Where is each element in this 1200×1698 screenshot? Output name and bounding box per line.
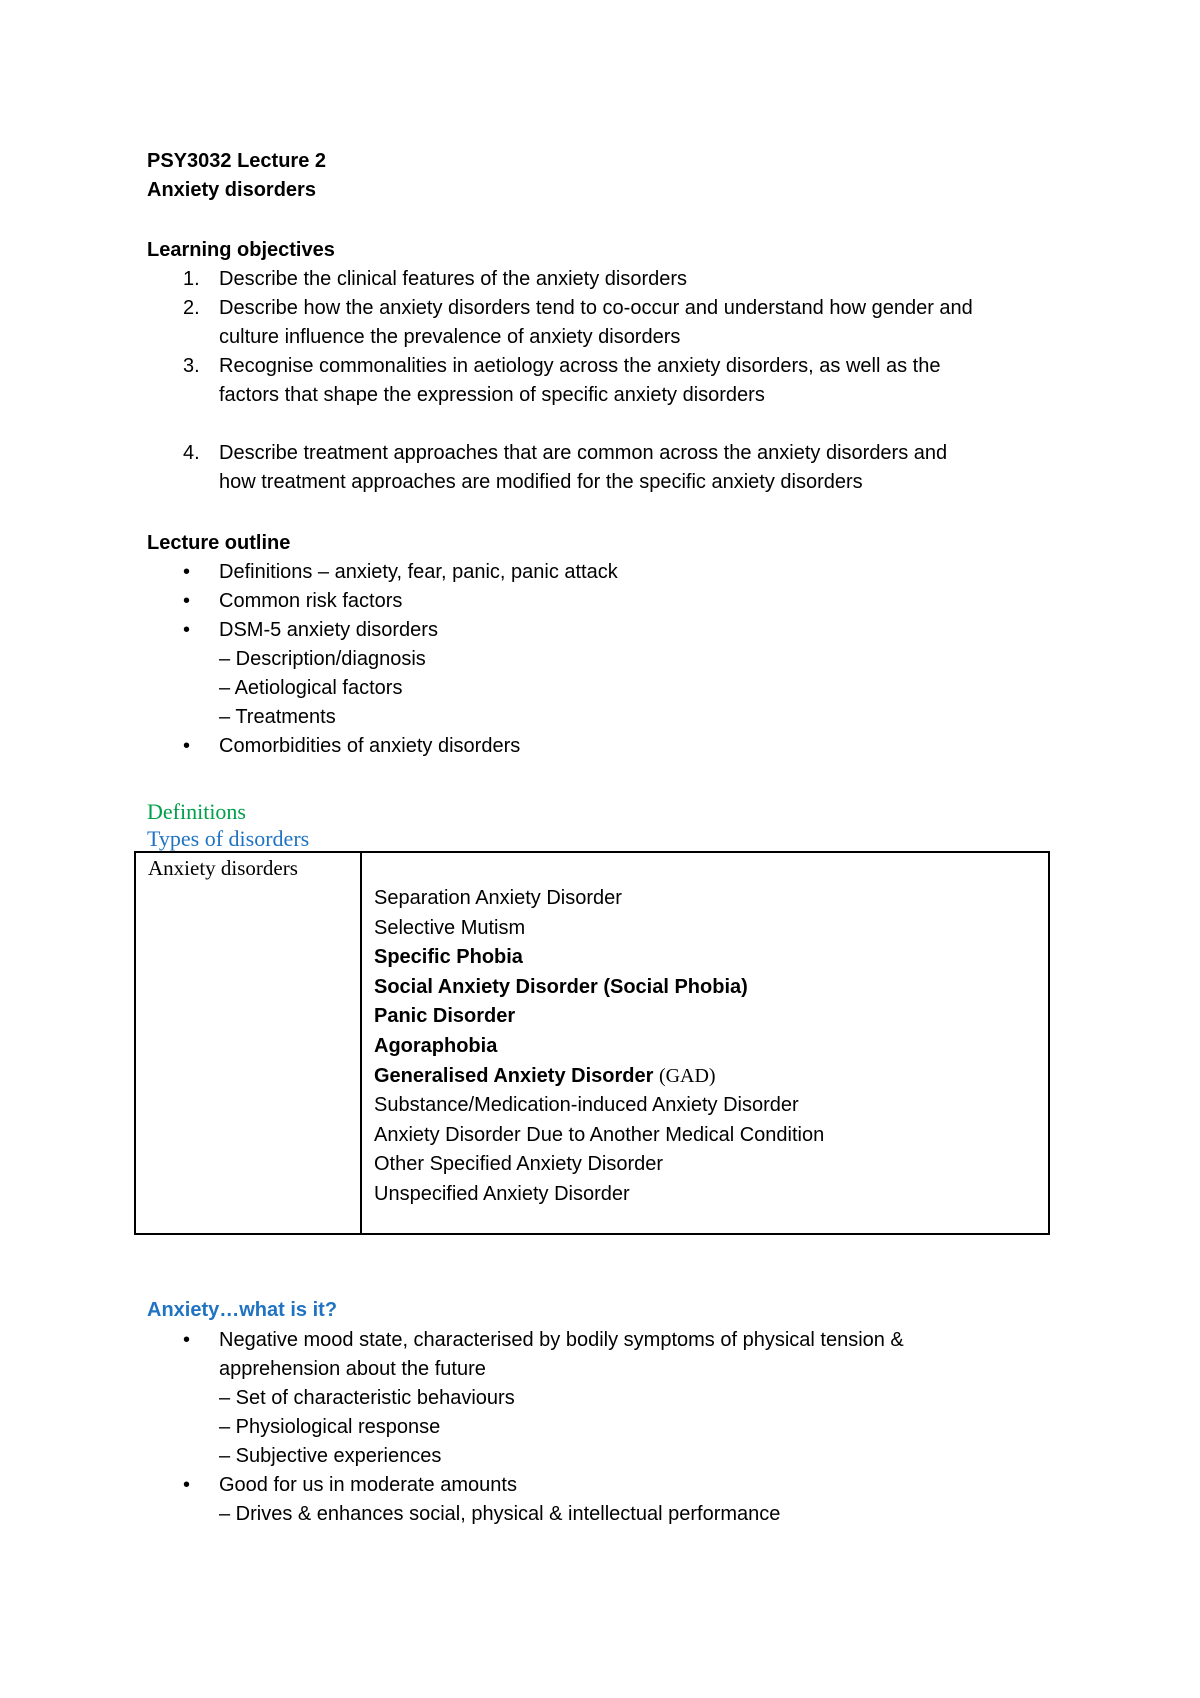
bullet-icon: • bbox=[183, 1329, 191, 1351]
outline-subitem: – Aetiological factors bbox=[219, 677, 403, 699]
outline-item bbox=[147, 616, 618, 732]
disorder-name: Separation Anxiety Disorder bbox=[374, 887, 622, 909]
anxiety-subitem: – Subjective experiences bbox=[219, 1445, 442, 1467]
outline-list bbox=[147, 558, 618, 761]
anxiety-subitem: – Drives & enhances social, physical & intellectual performance bbox=[219, 1503, 781, 1525]
bullet-icon: • bbox=[183, 735, 191, 757]
anxiety-heading: Anxiety…what is it? bbox=[147, 1299, 338, 1321]
objective-line: Recognise commonalities in aetiology across the anxiety disorders, as well as the bbox=[219, 355, 941, 377]
bullet-icon: • bbox=[183, 561, 191, 583]
disorder-item bbox=[374, 973, 1048, 1003]
types-table bbox=[134, 851, 1050, 1235]
outline-item-text: Definitions – anxiety, fear, panic, panic attack bbox=[219, 561, 618, 583]
types-heading: Types of disorders bbox=[147, 826, 310, 851]
objective-number: 4. bbox=[183, 442, 200, 464]
anxiety-item-line: apprehension about the future bbox=[219, 1358, 486, 1380]
objective-number: 3. bbox=[183, 355, 200, 377]
objective-line: factors that shape the expression of specific anxiety disorders bbox=[219, 384, 765, 406]
disorder-name: Specific Phobia bbox=[374, 946, 523, 969]
disorder-name: Generalised Anxiety Disorder bbox=[374, 1064, 654, 1087]
anxiety-item bbox=[147, 1471, 904, 1529]
disorder-name: Selective Mutism bbox=[374, 916, 526, 939]
disorder-item bbox=[374, 1002, 1048, 1032]
outline-item bbox=[147, 587, 618, 616]
objective-line: Describe the clinical features of the anxiety disorders bbox=[219, 268, 688, 290]
disorder-item bbox=[374, 914, 1048, 944]
objective-item bbox=[147, 265, 973, 294]
outline-item-text: Common risk factors bbox=[219, 590, 403, 612]
outline-item bbox=[147, 732, 618, 761]
title-block bbox=[147, 147, 326, 205]
objective-item bbox=[147, 439, 973, 497]
anxiety-item-line: Good for us in moderate amounts bbox=[219, 1474, 517, 1496]
disorder-name: Other Specified Anxiety Disorder bbox=[374, 1153, 664, 1176]
table-items-cell bbox=[361, 852, 1049, 1234]
objective-number: 1. bbox=[183, 268, 200, 290]
disorder-item bbox=[374, 884, 1048, 914]
topic-title: Anxiety disorders bbox=[147, 179, 316, 201]
objective-line: Describe treatment approaches that are common across the anxiety disorders and bbox=[219, 442, 948, 464]
objective-item bbox=[147, 294, 973, 352]
disorder-item bbox=[374, 1032, 1048, 1062]
objective-line: Describe how the anxiety disorders tend to co-occur and understand how gender and bbox=[219, 297, 973, 319]
table-category-cell: Anxiety disorders bbox=[135, 852, 361, 1234]
anxiety-subitem: – Set of characteristic behaviours bbox=[219, 1387, 515, 1409]
anxiety-subitem: – Physiological response bbox=[219, 1416, 441, 1438]
outline-subitem: – Treatments bbox=[219, 706, 336, 728]
disorder-item bbox=[374, 1150, 1048, 1180]
outline-item-text: Comorbidities of anxiety disorders bbox=[219, 735, 521, 757]
disorder-item bbox=[374, 1091, 1048, 1121]
outline-item bbox=[147, 558, 618, 587]
disorder-name: Social Anxiety Disorder (Social Phobia) bbox=[374, 975, 748, 998]
bullet-icon: • bbox=[183, 590, 191, 612]
outline-subitem: – Description/diagnosis bbox=[219, 648, 426, 670]
objective-line: culture influence the prevalence of anxiety disorders bbox=[219, 326, 681, 348]
disorder-item bbox=[374, 1121, 1048, 1151]
anxiety-list bbox=[147, 1326, 904, 1529]
course-title: PSY3032 Lecture 2 bbox=[147, 150, 326, 172]
disorder-name: Anxiety Disorder Due to Another Medical Condition bbox=[374, 1123, 825, 1146]
bullet-icon: • bbox=[183, 1474, 191, 1496]
bullet-icon: • bbox=[183, 619, 191, 641]
disorder-item bbox=[374, 943, 1048, 973]
disorder-name: Panic Disorder bbox=[374, 1005, 516, 1028]
disorder-item bbox=[374, 1180, 1048, 1210]
objective-number: 2. bbox=[183, 297, 200, 319]
objective-item bbox=[147, 352, 973, 410]
objectives-list bbox=[147, 265, 973, 497]
disorder-name: Agoraphobia bbox=[374, 1034, 498, 1057]
anxiety-item-line: Negative mood state, characterised by bodily symptoms of physical tension & bbox=[219, 1329, 904, 1351]
objectives-heading: Learning objectives bbox=[147, 239, 335, 261]
disorder-name: Substance/Medication-induced Anxiety Disorder bbox=[374, 1094, 799, 1117]
disorder-name: Unspecified Anxiety Disorder bbox=[374, 1182, 630, 1205]
outline-heading: Lecture outline bbox=[147, 532, 291, 554]
definitions-heading: Definitions bbox=[147, 799, 246, 824]
objective-line: how treatment approaches are modified for the specific anxiety disorders bbox=[219, 471, 863, 493]
disorder-abbreviation: (GAD) bbox=[658, 1064, 716, 1087]
disorder-item bbox=[374, 1062, 1048, 1092]
anxiety-item bbox=[147, 1326, 904, 1471]
outline-item-text: DSM-5 anxiety disorders bbox=[219, 619, 438, 641]
